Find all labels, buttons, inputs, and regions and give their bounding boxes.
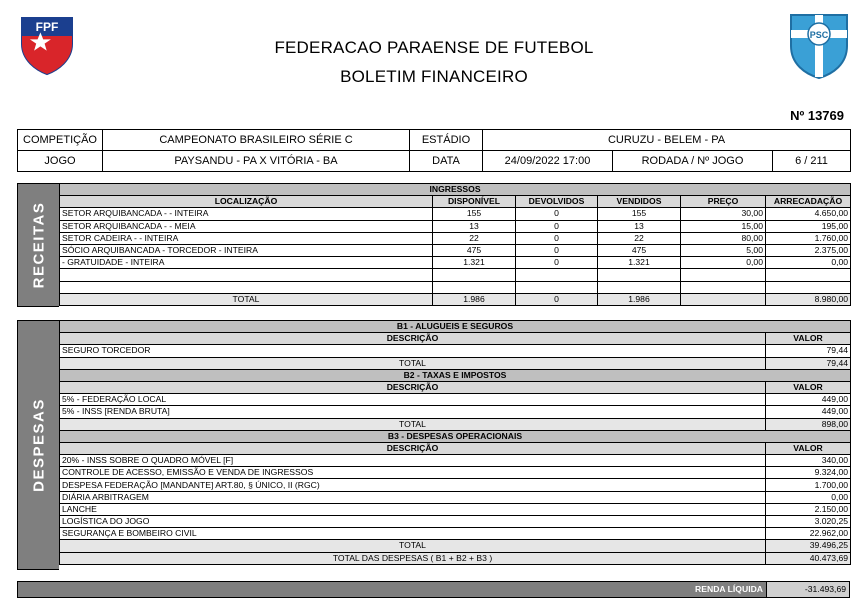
cell-local: SÓCIO ARQUIBANCADA - TORCEDOR - INTEIRA (60, 244, 433, 256)
cell-disp: 22 (433, 232, 516, 244)
receitas-section (17, 183, 850, 307)
total-despesas-row (60, 552, 851, 564)
table-row (60, 455, 851, 467)
cell-valor: 79,44 (766, 345, 851, 357)
b2-total-label: TOTAL (60, 418, 766, 430)
renda-liquida-bar (17, 581, 850, 598)
cell-valor: 340,00 (766, 455, 851, 467)
cell-local: SETOR ARQUIBANCADA - - MEIA (60, 220, 433, 232)
despesas-table (59, 320, 851, 565)
svg-text:PSC: PSC (809, 30, 829, 40)
page-title: FEDERACAO PARAENSE DE FUTEBOL (274, 38, 594, 57)
b2-title: B2 - TAXAS E IMPOSTOS (60, 369, 851, 381)
cell-dev: 0 (516, 208, 598, 220)
b1-total-label: TOTAL (60, 357, 766, 369)
cell-dev: 0 (516, 257, 598, 269)
b1-title: B1 - ALUGUEIS E SEGUROS (60, 321, 851, 333)
cell-vend: 1.321 (598, 257, 681, 269)
total-despesas-value: 40.473,69 (766, 552, 851, 564)
despesas-sidebar (17, 320, 59, 570)
col-devolvidos: DEVOLVIDOS (516, 196, 598, 208)
table-row (60, 232, 851, 244)
col-disponivel: DISPONÍVEL (433, 196, 516, 208)
cell-valor: 3.020,25 (766, 516, 851, 528)
estadio-label: ESTÁDIO (410, 130, 483, 151)
cell-vend: 475 (598, 244, 681, 256)
receitas-sidebar (17, 183, 59, 307)
jogo-value: PAYSANDU - PA X VITÓRIA - BA (103, 151, 410, 172)
table-row (60, 516, 851, 528)
b2-total-row (60, 418, 851, 430)
col-vendidos: VENDIDOS (598, 196, 681, 208)
cell-disp: 155 (433, 208, 516, 220)
cell-desc: DESPESA FEDERAÇÃO [MANDANTE] ART.80, § ÚNICO, II (RGC) (60, 479, 766, 491)
table-row (60, 394, 851, 406)
data-label: DATA (410, 151, 483, 172)
cell-arrec: 4.650,00 (766, 208, 851, 220)
total-dev: 0 (516, 293, 598, 305)
cell-disp: 13 (433, 220, 516, 232)
table-row (60, 345, 851, 357)
b3-col-descricao: DESCRIÇÃO (60, 442, 766, 454)
table-row (60, 244, 851, 256)
total-disp: 1.986 (433, 293, 516, 305)
data-value: 24/09/2022 17:00 (483, 151, 613, 172)
page-subtitle: BOLETIM FINANCEIRO (340, 67, 528, 86)
cell-desc: SEGURO TORCEDOR (60, 345, 766, 357)
cell-disp: 1.321 (433, 257, 516, 269)
cell-valor: 0,00 (766, 491, 851, 503)
renda-liquida-label: RENDA LÍQUIDA (695, 584, 763, 594)
cell-valor: 449,00 (766, 406, 851, 418)
total-vend: 1.986 (598, 293, 681, 305)
despesas-label: DESPESAS (30, 398, 47, 492)
table-row (60, 220, 851, 232)
table-row (60, 503, 851, 515)
despesas-section (17, 320, 850, 570)
cell-disp: 475 (433, 244, 516, 256)
match-info-table (17, 129, 851, 172)
rodada-value: 6 / 211 (773, 151, 851, 172)
cell-vend: 22 (598, 232, 681, 244)
b3-total-value: 39.496,25 (766, 540, 851, 552)
cell-desc: 5% - INSS [RENDA BRUTA] (60, 406, 766, 418)
b1-col-valor: VALOR (766, 333, 851, 345)
cell-valor: 9.324,00 (766, 467, 851, 479)
col-preco: PREÇO (681, 196, 766, 208)
ingressos-table (59, 183, 851, 306)
svg-text:FPF: FPF (35, 20, 59, 34)
cell-desc: DIÁRIA ARBITRAGEM (60, 491, 766, 503)
b3-title: B3 - DESPESAS OPERACIONAIS (60, 430, 851, 442)
cell-valor: 2.150,00 (766, 503, 851, 515)
renda-liquida-value: -31.493,69 (766, 582, 849, 597)
cell-dev: 0 (516, 244, 598, 256)
total-despesas-label: TOTAL DAS DESPESAS ( B1 + B2 + B3 ) (60, 552, 766, 564)
receitas-total-row (60, 293, 851, 305)
b2-col-valor: VALOR (766, 381, 851, 393)
table-row (60, 257, 851, 269)
cell-local: SETOR CADEIRA - - INTEIRA (60, 232, 433, 244)
rodada-label: RODADA / Nº JOGO (613, 151, 773, 172)
table-row (60, 467, 851, 479)
b1-col-descricao: DESCRIÇÃO (60, 333, 766, 345)
ingressos-title: INGRESSOS (60, 184, 851, 196)
cell-desc: SEGURANÇA E BOMBEIRO CIVIL (60, 528, 766, 540)
b3-total-label: TOTAL (60, 540, 766, 552)
cell-arrec: 1.760,00 (766, 232, 851, 244)
b3-total-row (60, 540, 851, 552)
total-arrec: 8.980,00 (766, 293, 851, 305)
cell-valor: 1.700,00 (766, 479, 851, 491)
b2-col-descricao: DESCRIÇÃO (60, 381, 766, 393)
cell-preco: 15,00 (681, 220, 766, 232)
cell-valor: 22.962,00 (766, 528, 851, 540)
table-row (60, 208, 851, 220)
cell-desc: 20% - INSS SOBRE O QUADRO MÓVEL [F] (60, 455, 766, 467)
col-localizacao: LOCALIZAÇÃO (60, 196, 433, 208)
b2-total-value: 898,00 (766, 418, 851, 430)
cell-arrec: 0,00 (766, 257, 851, 269)
cell-desc: LANCHE (60, 503, 766, 515)
empty-row (60, 281, 851, 293)
b1-total-value: 79,44 (766, 357, 851, 369)
cell-arrec: 2.375,00 (766, 244, 851, 256)
cell-preco: 80,00 (681, 232, 766, 244)
cell-dev: 0 (516, 232, 598, 244)
cell-local: - GRATUIDADE - INTEIRA (60, 257, 433, 269)
competicao-label: COMPETIÇÃO (18, 130, 103, 151)
jogo-label: JOGO (18, 151, 103, 172)
cell-preco: 30,00 (681, 208, 766, 220)
table-row (60, 491, 851, 503)
cell-desc: CONTROLE DE ACESSO, EMISSÃO E VENDA DE INGRESSOS (60, 467, 766, 479)
cell-valor: 449,00 (766, 394, 851, 406)
cell-preco: 5,00 (681, 244, 766, 256)
b1-total-row (60, 357, 851, 369)
competicao-value: CAMPEONATO BRASILEIRO SÉRIE C (103, 130, 410, 151)
cell-preco: 0,00 (681, 257, 766, 269)
b3-col-valor: VALOR (766, 442, 851, 454)
table-row (60, 479, 851, 491)
cell-dev: 0 (516, 220, 598, 232)
col-arrecadacao: ARRECADAÇÃO (766, 196, 851, 208)
cell-desc: LOGÍSTICA DO JOGO (60, 516, 766, 528)
table-row (60, 406, 851, 418)
table-row (60, 528, 851, 540)
cell-arrec: 195,00 (766, 220, 851, 232)
empty-row (60, 269, 851, 281)
receitas-label: RECEITAS (30, 201, 47, 289)
total-label: TOTAL (60, 293, 433, 305)
cell-desc: 5% - FEDERAÇÃO LOCAL (60, 394, 766, 406)
cell-vend: 155 (598, 208, 681, 220)
cell-local: SETOR ARQUIBANCADA - - INTEIRA (60, 208, 433, 220)
estadio-value: CURUZU - BELEM - PA (483, 130, 851, 151)
document-number: Nº 13769 (790, 108, 844, 123)
cell-vend: 13 (598, 220, 681, 232)
